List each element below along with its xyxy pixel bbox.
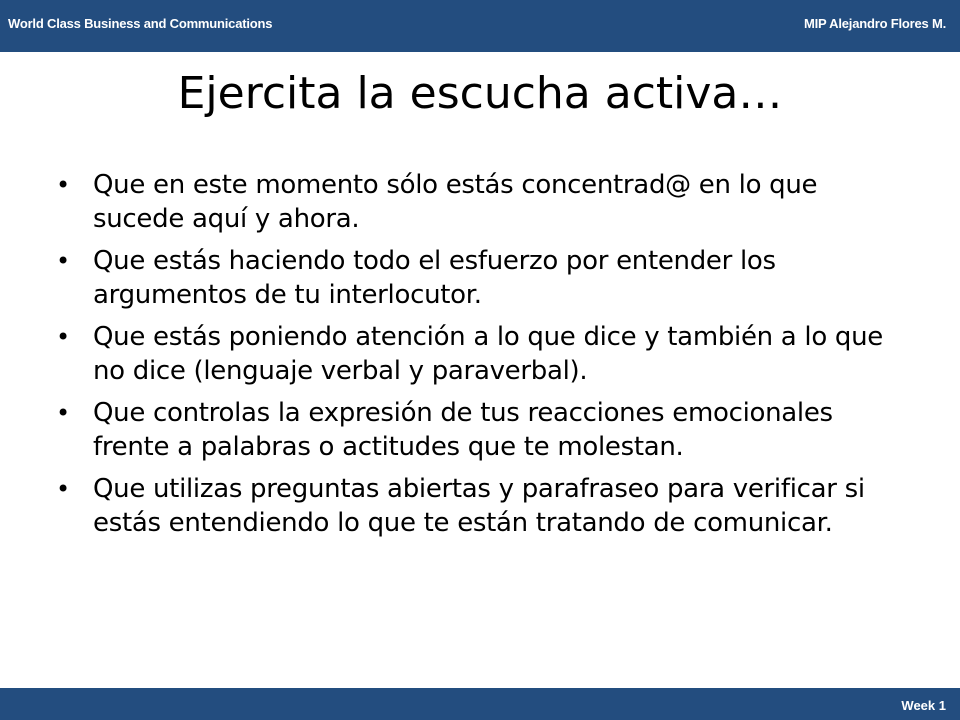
slide-title: Ejercita la escucha activa…	[177, 68, 783, 119]
header-bar	[0, 0, 960, 52]
bullet-item	[56, 168, 906, 236]
bullet-item	[56, 472, 906, 540]
bullet-text: Que estás poniendo atención a lo que dice y también a lo que no dice (lenguaje verbal y paraverbal).	[93, 322, 883, 386]
bullet-text: Que controlas la expresión de tus reacciones emocionales frente a palabras o actitudes que te molestan.	[93, 398, 833, 462]
week-label: Week 1	[901, 698, 946, 713]
bullet-icon: •	[56, 323, 70, 351]
bullet-item	[56, 320, 906, 388]
bullet-icon: •	[56, 475, 70, 503]
header-right-text: MIP Alejandro Flores M.	[803, 16, 946, 31]
bullet-item	[56, 396, 906, 464]
bullet-text: Que utilizas preguntas abiertas y parafraseo para verificar si estás entendiendo lo que te están tratando de comunicar.	[93, 474, 865, 538]
header-left-text: World Class Business and Communications	[8, 16, 273, 31]
bullet-text: Que estás haciendo todo el esfuerzo por entender los argumentos de tu interlocutor.	[93, 246, 776, 310]
footer-bar	[0, 688, 960, 720]
bullet-list	[56, 168, 906, 548]
bullet-icon: •	[56, 171, 70, 199]
bullet-item	[56, 244, 906, 312]
bullet-icon: •	[56, 399, 70, 427]
bullet-icon: •	[56, 247, 70, 275]
bullet-text: Que en este momento sólo estás concentrad@ en lo que sucede aquí y ahora.	[93, 170, 818, 234]
